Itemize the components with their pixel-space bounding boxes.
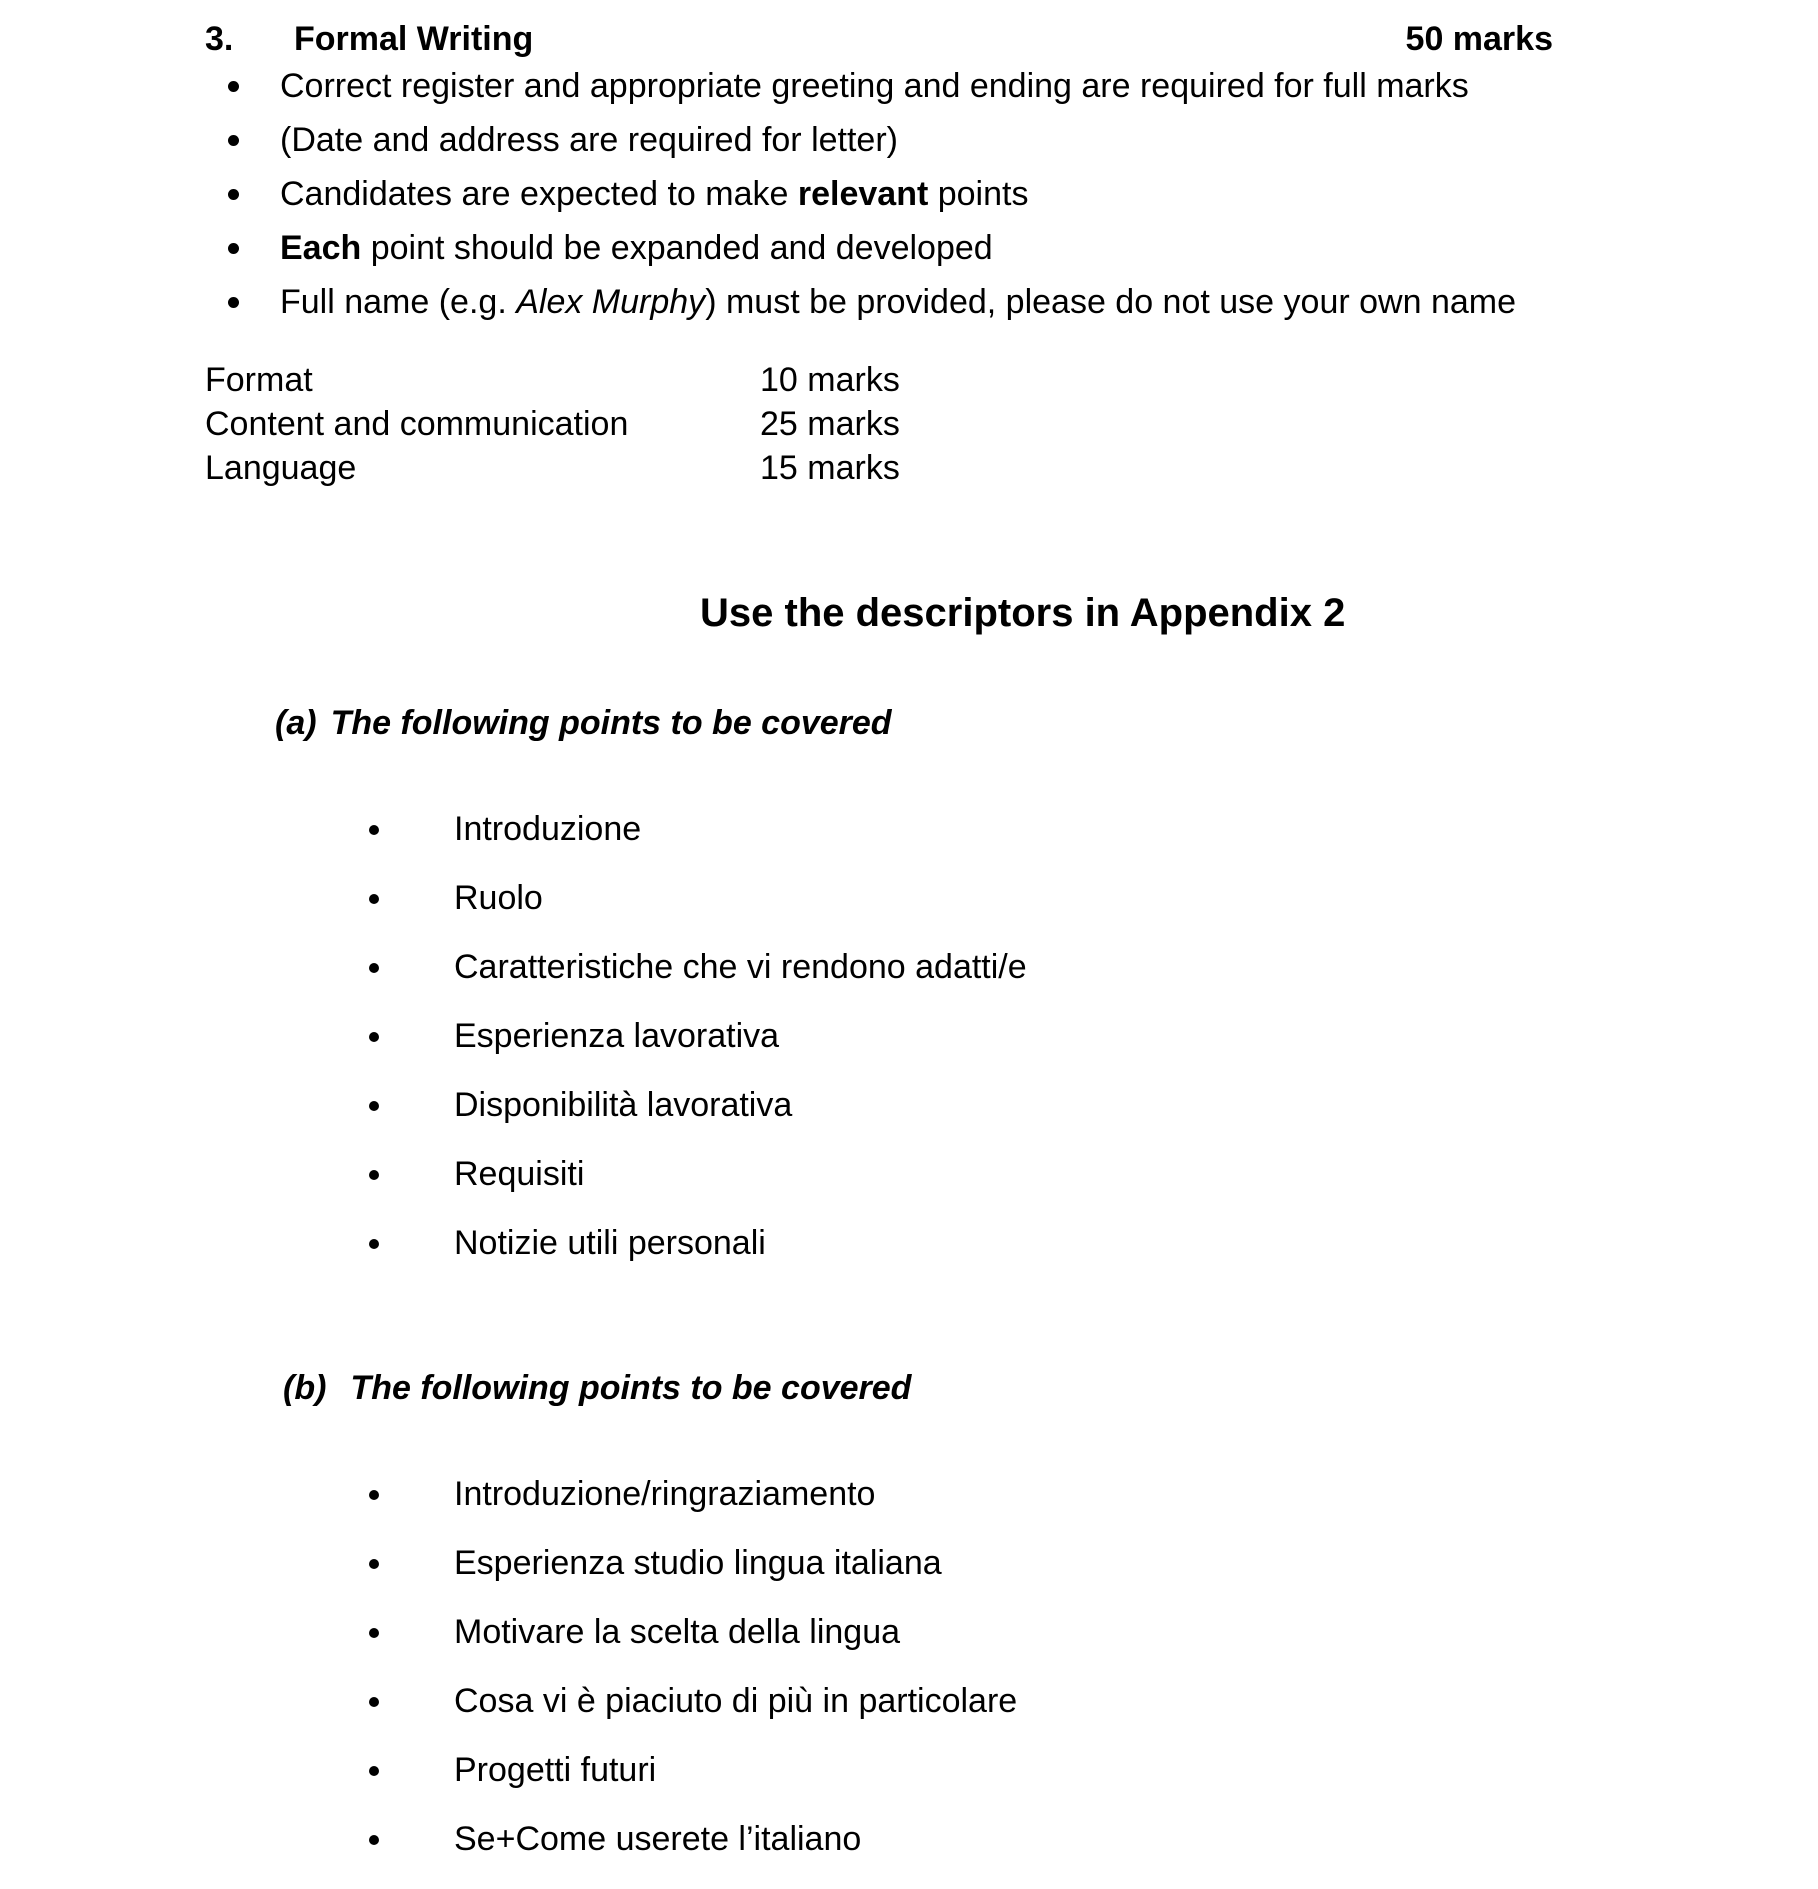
bullet-icon bbox=[369, 1101, 379, 1111]
list-item-text: Esperienza studio lingua italiana bbox=[454, 1544, 942, 1582]
bullet-icon bbox=[369, 1628, 379, 1638]
bullet-icon bbox=[369, 1835, 379, 1845]
marks-category-label: Content and communication bbox=[205, 405, 629, 443]
requirement-text bbox=[280, 175, 1028, 213]
bullet-icon bbox=[228, 189, 239, 200]
requirement-text bbox=[280, 283, 1516, 321]
list-item-text: Caratteristiche che vi rendono adatti/e bbox=[454, 948, 1027, 986]
marks-row bbox=[205, 446, 1818, 490]
bullet-icon bbox=[228, 243, 239, 254]
list-item-text: Se+Come userete l’italiano bbox=[454, 1820, 862, 1858]
section-b-heading bbox=[283, 1366, 1818, 1410]
requirement-text-segment: points bbox=[928, 175, 1029, 213]
requirement-item bbox=[0, 167, 1818, 221]
bullet-icon bbox=[228, 135, 239, 146]
marks-category-label: Language bbox=[205, 449, 357, 487]
total-marks: 50 marks bbox=[1405, 20, 1553, 58]
requirement-text-bold-segment: relevant bbox=[797, 175, 929, 213]
list-item-text: Motivare la scelta della lingua bbox=[454, 1613, 901, 1651]
bullet-icon bbox=[369, 1032, 379, 1042]
marks-row bbox=[205, 402, 1818, 446]
requirement-text-segment: ) must be provided, please do not use your own name bbox=[705, 283, 1516, 321]
list-item bbox=[0, 864, 1818, 933]
requirement-text-bold-segment: Each bbox=[280, 229, 362, 267]
requirement-text: (Date and address are required for letter) bbox=[280, 121, 898, 159]
bullet-icon bbox=[369, 894, 379, 904]
bullet-icon bbox=[369, 1490, 379, 1500]
requirement-text: Correct register and appropriate greeting and ending are required for full marks bbox=[280, 67, 1469, 105]
section-header bbox=[205, 19, 1553, 59]
section-a-label: (a) bbox=[275, 704, 317, 742]
marks-table bbox=[0, 358, 1818, 490]
requirement-item bbox=[0, 275, 1818, 329]
bullet-icon bbox=[369, 1697, 379, 1707]
list-item bbox=[0, 795, 1818, 864]
bullet-icon bbox=[228, 297, 239, 308]
list-item bbox=[0, 1667, 1818, 1736]
list-item-text: Requisiti bbox=[454, 1155, 585, 1193]
list-item bbox=[0, 1736, 1818, 1805]
list-item bbox=[0, 1598, 1818, 1667]
marks-row bbox=[205, 358, 1818, 402]
section-a-heading bbox=[275, 701, 1818, 745]
requirement-item bbox=[0, 221, 1818, 275]
list-item bbox=[0, 933, 1818, 1002]
list-item bbox=[0, 1805, 1818, 1874]
requirement-text-segment: point should be expanded and developed bbox=[361, 229, 993, 267]
section-b-title: The following points to be covered bbox=[350, 1369, 912, 1407]
section-number: 3. bbox=[205, 20, 234, 58]
section-header-left bbox=[205, 19, 533, 59]
list-item bbox=[0, 1140, 1818, 1209]
marks-category-value: 15 marks bbox=[760, 449, 900, 487]
list-item bbox=[0, 1529, 1818, 1598]
requirement-item bbox=[0, 59, 1818, 113]
list-item bbox=[0, 1071, 1818, 1140]
appendix-heading: Use the descriptors in Appendix 2 bbox=[700, 591, 1346, 635]
marks-category-value: 25 marks bbox=[760, 405, 900, 443]
list-item-text: Progetti futuri bbox=[454, 1751, 657, 1789]
list-item-text: Esperienza lavorativa bbox=[454, 1017, 780, 1055]
list-item bbox=[0, 1002, 1818, 1071]
bullet-icon bbox=[369, 825, 379, 835]
requirement-text-italic-segment: Alex Murphy bbox=[516, 283, 706, 321]
list-item-text: Introduzione/ringraziamento bbox=[454, 1475, 876, 1513]
requirement-item bbox=[0, 113, 1818, 167]
bullet-icon bbox=[369, 963, 379, 973]
list-item-text: Introduzione bbox=[454, 810, 642, 848]
section-a-list bbox=[0, 795, 1818, 1278]
marks-category-label: Format bbox=[205, 361, 313, 399]
section-b-label: (b) bbox=[283, 1369, 327, 1407]
requirements-list bbox=[0, 59, 1818, 329]
bullet-icon bbox=[369, 1766, 379, 1776]
list-item bbox=[0, 1209, 1818, 1278]
list-item-text: Cosa vi è piaciuto di più in particolare bbox=[454, 1682, 1018, 1720]
section-a-title: The following points to be covered bbox=[330, 704, 892, 742]
list-item-text: Ruolo bbox=[454, 879, 543, 917]
page-title: Formal Writing bbox=[294, 20, 534, 58]
bullet-icon bbox=[228, 81, 239, 92]
requirement-text-segment: Candidates are expected to make bbox=[280, 175, 798, 213]
bullet-icon bbox=[369, 1559, 379, 1569]
section-b-list bbox=[0, 1460, 1818, 1874]
bullet-icon bbox=[369, 1170, 379, 1180]
list-item-text: Disponibilità lavorativa bbox=[454, 1086, 793, 1124]
marks-category-value: 10 marks bbox=[760, 361, 900, 399]
list-item-text: Notizie utili personali bbox=[454, 1224, 766, 1262]
bullet-icon bbox=[369, 1239, 379, 1249]
requirement-text bbox=[280, 229, 993, 267]
requirement-text-segment: Full name (e.g. bbox=[280, 283, 517, 321]
list-item bbox=[0, 1460, 1818, 1529]
